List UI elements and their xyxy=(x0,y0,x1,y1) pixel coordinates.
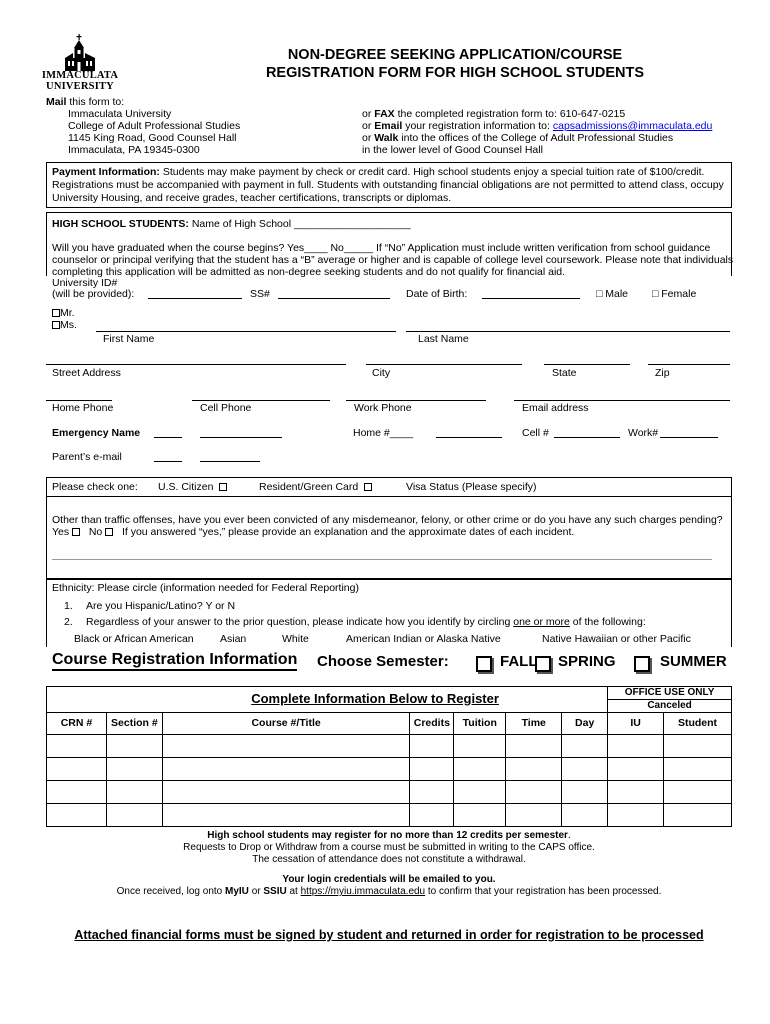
attached-forms-note: Attached financial forms must be signed by student and returned in order for registration to be processed xyxy=(74,928,704,942)
time-header: Time xyxy=(506,713,562,735)
ethnicity-option-pacific[interactable]: Native Hawaiian or other Pacific xyxy=(542,633,691,645)
email-line: or Email your registration information to: capsadmissions@immaculata.edu xyxy=(362,120,713,132)
ethnicity-q1-number: 1. xyxy=(64,600,73,612)
parent-email-input-1[interactable] xyxy=(154,461,182,462)
city-label: City xyxy=(372,367,391,379)
first-name-input[interactable] xyxy=(96,331,396,332)
day-header: Day xyxy=(562,713,608,735)
ethnicity-q2: Regardless of your answer to the prior question, please indicate how you identify by circling one or more of the following: xyxy=(86,616,646,628)
cell-phone-label: Cell Phone xyxy=(200,402,252,414)
male-option[interactable]: □ Male xyxy=(596,288,629,300)
emergency-last-input[interactable] xyxy=(200,437,282,438)
contact-options xyxy=(362,108,712,156)
ethnicity-q2-number: 2. xyxy=(64,616,73,628)
resident-option[interactable]: Resident/Green Card xyxy=(259,481,372,493)
resident-checkbox[interactable] xyxy=(364,483,372,491)
graduated-line-3: completing this application will be admitted as non-degree seeking students and do not qualify for financial aid. xyxy=(52,266,566,278)
crn-header: CRN # xyxy=(47,713,107,735)
emergency-work-label: Work# xyxy=(628,427,659,439)
fall-checkbox[interactable] xyxy=(476,656,492,672)
emergency-first-input[interactable] xyxy=(154,437,182,438)
emergency-cell-input[interactable] xyxy=(554,437,620,438)
course-title-header: Course #/Title xyxy=(162,713,409,735)
conviction-answer-row: Yes No If you answered “yes,” please provide an explanation and the approximate dates of each incident. xyxy=(52,526,575,538)
home-phone-label: Home Phone xyxy=(52,402,114,414)
graduated-question: Will you have graduated when the course begins? Yes____ No_____ If “No” Application must include written verification from school guidance xyxy=(52,242,711,254)
emergency-home-label: Home #____ xyxy=(353,427,414,439)
chapel-tower-icon xyxy=(63,34,97,72)
office-use-header: OFFICE USE ONLY Canceled xyxy=(608,687,732,713)
city-input[interactable] xyxy=(366,364,522,365)
email-input[interactable] xyxy=(514,400,730,401)
registration-notes: High school students may register for no more than 12 credits per semester. Requests to Drop or Withdraw from a course must be submitted in writing to the CAPS office. The cessation of attendance does not constitute a withdrawal. xyxy=(183,830,595,865)
choose-semester-label: Choose Semester: xyxy=(317,653,449,670)
will-be-provided-label: (will be provided): xyxy=(52,288,135,300)
table-row[interactable] xyxy=(47,735,732,758)
us-citizen-option[interactable]: U.S. Citizen xyxy=(158,481,227,493)
ethnicity-option-asian[interactable]: Asian xyxy=(220,633,247,645)
mr-option[interactable]: Mr. xyxy=(52,307,75,319)
logo-name: IMMACULATA UNIVERSITY xyxy=(41,70,119,93)
conviction-question: Other than traffic offenses, have you ever been convicted of any misdemeanor, felony, or other crime or do you have any such charges pending? xyxy=(52,514,723,526)
university-id-input[interactable] xyxy=(148,298,242,299)
table-row[interactable] xyxy=(47,781,732,804)
cell-phone-input[interactable] xyxy=(192,400,330,401)
conviction-explain-input[interactable] xyxy=(52,559,712,560)
last-name-label: Last Name xyxy=(418,333,469,345)
conviction-yes-checkbox[interactable] xyxy=(72,528,80,536)
page-title: NON-DEGREE SEEKING APPLICATION/COURSE REGISTRATION FORM FOR HIGH SCHOOL STUDENTS xyxy=(265,47,645,82)
street-label: Street Address xyxy=(52,367,121,379)
mail-address: Immaculata University College of Adult Professional Studies 1145 King Road, Good Counsel Hall Immaculata, PA 19345-0300 xyxy=(68,108,241,156)
walk-line: or Walk into the offices of the College of Adult Professional Studies xyxy=(362,132,674,144)
ethnicity-option-black[interactable]: Black or African American xyxy=(74,633,194,645)
tuition-header: Tuition xyxy=(454,713,506,735)
ms-option[interactable]: Ms. xyxy=(52,319,77,331)
walk-line-2: in the lower level of Good Counsel Hall xyxy=(362,144,543,156)
login-notes: Your login credentials will be emailed to you. Once received, log onto MyIU or SSIU at https://myiu.immaculata.edu to confirm that your registration has been processed. xyxy=(116,874,662,897)
course-registration-heading: Course Registration Information xyxy=(52,651,297,671)
graduated-line-2: counselor or principal verifying that the student has a “B” average or higher and is capable of college level coursework. Please note that individuals xyxy=(52,254,734,266)
payment-info: Payment Information: Students may make payment by check or credit card. High school students enjoy a special tuition rate of $100/credit. Registrations must be accompanied with payment in full. Students with outstanding financial obligations are not permitted to attend class, occupy University Housing, and receive grades, teacher certifications, transcripts or diplomas. xyxy=(52,166,724,205)
parent-email-label: Parent’s e-mail xyxy=(52,451,122,463)
myiu-link[interactable]: https://myiu.immaculata.edu xyxy=(300,886,426,897)
female-option[interactable]: □ Female xyxy=(652,288,697,300)
emergency-name-label: Emergency Name xyxy=(52,427,141,439)
ssn-label: SS# xyxy=(250,288,270,300)
dob-label: Date of Birth: xyxy=(406,288,468,300)
citizenship-section xyxy=(46,477,732,497)
state-input[interactable] xyxy=(544,364,630,365)
emergency-cell-label: Cell # xyxy=(522,427,549,439)
mail-label: Mail this form to: xyxy=(46,96,125,108)
table-row[interactable] xyxy=(47,804,732,827)
first-name-label: First Name xyxy=(103,333,155,345)
complete-info-header: Complete Information Below to Register xyxy=(47,687,608,713)
summer-label: SUMMER xyxy=(660,653,727,670)
ethnicity-label: Ethnicity: Please circle (information needed for Federal Reporting) xyxy=(52,582,359,594)
iu-header: IU xyxy=(608,713,664,735)
visa-status-label: Visa Status (Please specify) xyxy=(406,481,537,493)
street-input[interactable] xyxy=(46,364,346,365)
mr-checkbox[interactable] xyxy=(52,309,60,317)
zip-label: Zip xyxy=(655,367,670,379)
work-phone-label: Work Phone xyxy=(354,402,412,414)
last-name-input[interactable] xyxy=(406,331,730,332)
zip-input[interactable] xyxy=(648,364,730,365)
parent-email-input-2[interactable] xyxy=(200,461,260,462)
emergency-home-input[interactable] xyxy=(436,437,502,438)
table-row[interactable] xyxy=(47,758,732,781)
fall-label: FALL xyxy=(500,653,538,670)
high-school-name-row: HIGH SCHOOL STUDENTS: Name of High School ____________________ xyxy=(52,218,411,230)
citizenship-label: Please check one: xyxy=(52,481,138,493)
student-header: Student xyxy=(664,713,732,735)
ms-checkbox[interactable] xyxy=(52,321,60,329)
state-label: State xyxy=(552,367,577,379)
dob-input[interactable] xyxy=(482,298,580,299)
credits-header: Credits xyxy=(410,713,454,735)
spring-label: SPRING xyxy=(558,653,616,670)
caps-email-link[interactable]: capsadmissions@immaculata.edu xyxy=(552,120,713,132)
emergency-work-input[interactable] xyxy=(660,437,718,438)
ssn-input[interactable] xyxy=(278,298,390,299)
ethnicity-option-american-indian[interactable]: American Indian or Alaska Native xyxy=(346,633,501,645)
work-phone-input[interactable] xyxy=(346,400,486,401)
spring-checkbox[interactable] xyxy=(535,656,551,672)
summer-checkbox[interactable] xyxy=(634,656,650,672)
section-header: Section # xyxy=(106,713,162,735)
ethnicity-q1: Are you Hispanic/Latino? Y or N xyxy=(86,600,236,612)
us-citizen-checkbox[interactable] xyxy=(219,483,227,491)
fax-line: or FAX the completed registration form to: 610-647-0215 xyxy=(362,108,626,120)
ethnicity-option-white[interactable]: White xyxy=(282,633,309,645)
university-id-label: University ID# xyxy=(52,277,118,289)
registration-table xyxy=(46,686,732,827)
home-phone-input[interactable] xyxy=(46,400,112,401)
conviction-no-checkbox[interactable] xyxy=(105,528,113,536)
email-label: Email address xyxy=(522,402,589,414)
